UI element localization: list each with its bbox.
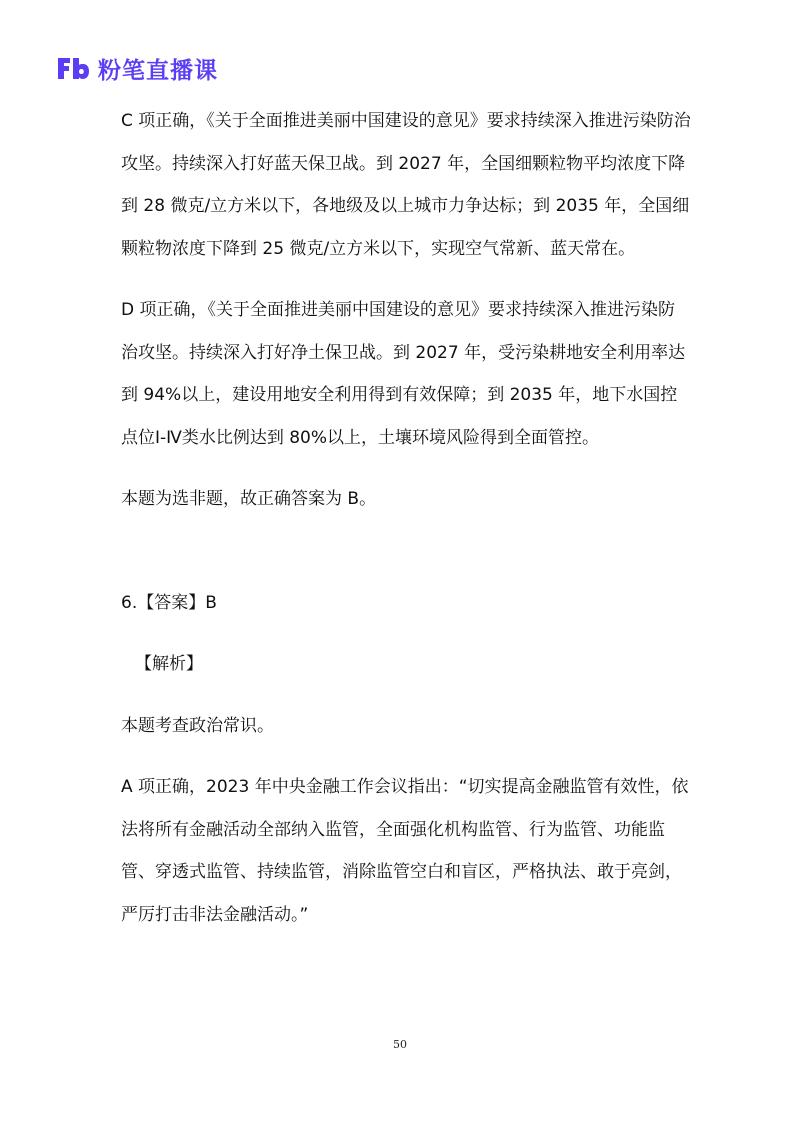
paragraph-topic: 本题考查政治常识。 xyxy=(121,715,274,736)
page-number: 50 xyxy=(393,1038,407,1051)
brand-logo xyxy=(56,52,218,84)
paragraph-option-d: D 项正确，《关于全面推进美丽中国建设的意见》要求持续深入推进污染防治攻坚。持续深入打好净土保卫战。到 2027 年，受污染耕地安全利用率达到 94%以上，建设用地安全利用得到有效保障；到 2035 年，地下水国控点位Ⅰ-Ⅳ类水比例达到 80%以上，土壤环境风险得到全面管控。 xyxy=(121,300,686,448)
logo-text: 粉笔直播课 xyxy=(98,57,218,84)
fb-logo-icon xyxy=(56,55,90,81)
answer-heading: 6.【答案】B xyxy=(121,592,217,613)
paragraph-option-c: C 项正确，《关于全面推进美丽中国建设的意见》要求持续深入推进污染防治攻坚。持续深入打好蓝天保卫战。到 2027 年，全国细颗粒物平均浓度下降到 28 微克/立方米以下，各地级及以上城市力争达标；到 2035 年，全国细颗粒物浓度下降到 25 微克/立方米以下，实现空气常新、蓝天常在。 xyxy=(121,111,691,259)
paragraph-option-a: A 项正确，2023 年中央金融工作会议指出：“切实提高金融监管有效性，依法将所有金融活动全部纳入监管，全面强化机构监管、行为监管、功能监管、穿透式监管、持续监管，消除监管空白和盲区，严格执法、敢于亮剑，严厉打击非法金融活动。” xyxy=(121,777,689,925)
analysis-heading: 【解析】 xyxy=(135,654,203,674)
paragraph-conclusion: 本题为选非题，故正确答案为 B。 xyxy=(121,489,377,509)
document-body xyxy=(121,100,691,955)
